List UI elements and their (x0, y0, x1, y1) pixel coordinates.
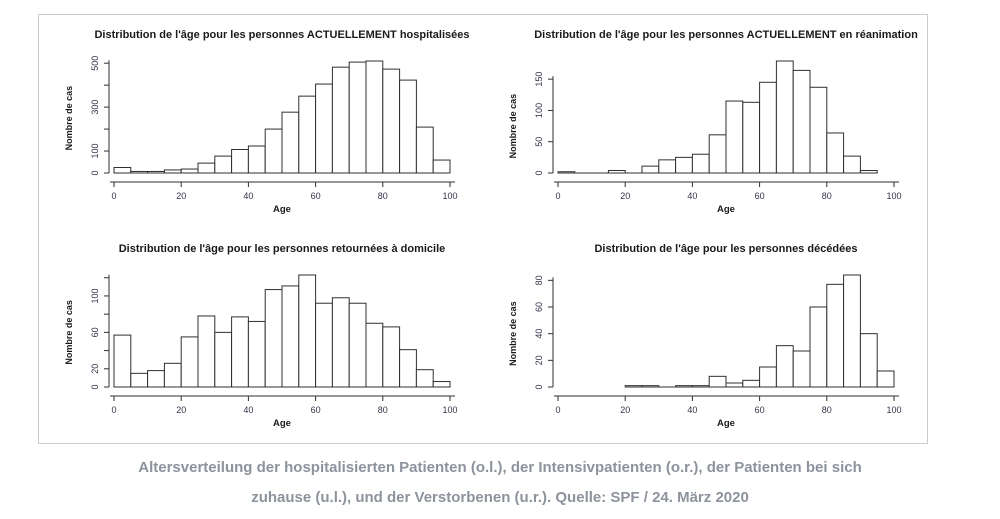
chart-title: Distribution de l'âge pour les personnes ACTUELLEMENT hospitalisées (94, 29, 470, 41)
x-tick-label: 0 (111, 405, 117, 415)
histogram-bar (131, 373, 148, 387)
histogram-bar (743, 380, 760, 387)
histogram-bar (248, 146, 265, 173)
y-tick-label: 100 (90, 143, 100, 159)
histogram-bar (400, 350, 417, 387)
histogram-bar (248, 321, 265, 387)
histogram-bar (114, 335, 131, 387)
y-tick-label: 100 (534, 102, 544, 118)
x-tick-label: 100 (886, 405, 902, 415)
histogram-bar (400, 80, 417, 173)
x-tick-label: 100 (442, 405, 458, 415)
y-tick-label: 20 (90, 363, 100, 374)
histogram-bar (433, 382, 450, 387)
histogram-bar (642, 386, 659, 387)
x-tick-label: 80 (821, 405, 832, 415)
histogram-bar (776, 61, 793, 173)
histogram-bar (760, 367, 777, 387)
histogram-bar (877, 371, 894, 387)
y-tick-label: 60 (90, 327, 100, 338)
x-tick-label: 40 (243, 405, 254, 415)
histogram-bar (776, 346, 793, 387)
histogram-bar (215, 332, 232, 387)
histogram-bar (416, 370, 433, 387)
x-tick-label: 40 (687, 405, 698, 415)
y-tick-label: 0 (534, 170, 544, 176)
y-tick-label: 40 (534, 328, 544, 339)
x-tick-label: 80 (377, 405, 388, 415)
histogram-bar (366, 323, 383, 387)
histogram-bar (709, 135, 726, 173)
histogram-bar (810, 307, 827, 387)
histogram-bar (827, 284, 844, 387)
histogram-bar (232, 317, 249, 387)
caption-line-2: zuhause (u.l.), und der Verstorbenen (u.r.). Quelle: SPF / 24. März 2020 (251, 489, 749, 506)
y-axis-label: Nombre de cas (508, 93, 518, 159)
histogram-bar (148, 371, 165, 387)
histogram-bar (232, 150, 249, 173)
chart-icu (483, 15, 927, 229)
histogram-bar (383, 69, 400, 173)
histogram-bar (198, 163, 215, 173)
histogram-bar (198, 316, 215, 387)
histogram-bar (676, 386, 693, 387)
x-tick-label: 40 (243, 191, 254, 201)
histogram-bar (265, 129, 282, 173)
histogram-bar (433, 160, 450, 173)
histogram-bar (299, 96, 316, 173)
histogram-bar (366, 61, 383, 173)
histogram-returned-home (39, 229, 483, 443)
histogram-bar (608, 170, 625, 173)
histogram-bar (844, 156, 861, 173)
y-tick-label: 0 (90, 170, 100, 176)
chart-returned-home (39, 229, 483, 443)
histogram-bar (692, 386, 709, 387)
figure-caption (0, 453, 1000, 513)
histogram-bar (860, 334, 877, 387)
x-axis-label: Age (717, 204, 735, 215)
y-tick-label: 300 (90, 99, 100, 115)
x-tick-label: 0 (555, 191, 561, 201)
x-tick-label: 20 (176, 191, 187, 201)
y-tick-label: 0 (90, 384, 100, 390)
histogram-bar (349, 303, 366, 387)
histogram-bar (282, 286, 299, 387)
y-axis-label: Nombre de cas (64, 85, 74, 151)
histogram-bar (416, 127, 433, 173)
x-tick-label: 60 (310, 405, 321, 415)
histogram-bar (692, 154, 709, 173)
x-tick-label: 60 (754, 191, 765, 201)
x-axis-label: Age (717, 418, 735, 429)
charts-panel (38, 14, 928, 444)
histogram-bar (827, 133, 844, 173)
histogram-bar (164, 363, 181, 387)
histogram-bar (282, 112, 299, 173)
histogram-bar (642, 166, 659, 173)
chart-title: Distribution de l'âge pour les personnes retournées à domicile (118, 243, 446, 255)
histogram-bar (265, 290, 282, 387)
x-tick-label: 0 (111, 191, 117, 201)
histogram-bar (164, 170, 181, 173)
histogram-bar (760, 82, 777, 173)
histogram-bar (844, 275, 861, 387)
x-axis-label: Age (273, 204, 291, 215)
y-tick-label: 500 (90, 55, 100, 71)
histogram-bar (793, 351, 810, 387)
x-tick-label: 0 (555, 405, 561, 415)
y-tick-label: 50 (534, 136, 544, 147)
chart-title: Distribution de l'âge pour les personnes décédées (594, 243, 858, 255)
histogram-bar (793, 70, 810, 173)
histogram-bar (810, 87, 827, 173)
x-tick-label: 20 (620, 191, 631, 201)
histogram-bar (148, 171, 165, 173)
histogram-bar (726, 383, 743, 387)
histogram-bar (181, 169, 198, 173)
caption-line-1: Altersverteilung der hospitalisierten Patienten (o.l.), der Intensivpatienten (o.r.), der Patienten bei sich (138, 459, 862, 476)
histogram-bar (726, 101, 743, 173)
y-tick-label: 80 (534, 275, 544, 286)
x-tick-label: 60 (754, 405, 765, 415)
histogram-bar (558, 172, 575, 173)
chart-hospitalized (39, 15, 483, 229)
histogram-bar (131, 171, 148, 173)
histogram-icu (483, 15, 927, 229)
histogram-bar (299, 275, 316, 387)
x-tick-label: 80 (821, 191, 832, 201)
y-axis-label: Nombre de cas (64, 300, 74, 365)
histogram-bar (349, 62, 366, 173)
histogram-bar (181, 337, 198, 387)
histogram-bar (709, 376, 726, 387)
y-axis-label: Nombre de cas (508, 301, 518, 366)
chart-title: Distribution de l'âge pour les personnes ACTUELLEMENT en réanimation (534, 29, 918, 41)
histogram-bar (215, 156, 232, 173)
y-tick-label: 60 (534, 301, 544, 313)
histogram-bar (383, 327, 400, 387)
x-tick-label: 100 (886, 191, 902, 201)
x-tick-label: 60 (310, 191, 321, 201)
histogram-bar (332, 67, 349, 173)
x-tick-label: 80 (377, 191, 388, 201)
histogram-bar (625, 386, 642, 387)
histogram-bar (676, 157, 693, 173)
x-tick-label: 20 (620, 405, 631, 415)
histogram-deceased (483, 229, 927, 443)
histogram-bar (316, 84, 333, 173)
histogram-bar (659, 160, 676, 173)
histogram-bar (860, 170, 877, 173)
x-tick-label: 20 (176, 405, 187, 415)
x-axis-label: Age (273, 418, 291, 429)
y-tick-label: 100 (90, 288, 100, 304)
y-tick-label: 20 (534, 355, 544, 366)
x-tick-label: 100 (442, 191, 458, 201)
histogram-hospitalized (39, 15, 483, 229)
x-tick-label: 40 (687, 191, 698, 201)
histogram-bar (743, 102, 760, 173)
histogram-bar (316, 303, 333, 387)
histogram-bar (114, 168, 131, 173)
histogram-bar (332, 298, 349, 387)
y-tick-label: 150 (534, 71, 544, 87)
chart-deceased (483, 229, 927, 443)
y-tick-label: 0 (534, 384, 544, 390)
